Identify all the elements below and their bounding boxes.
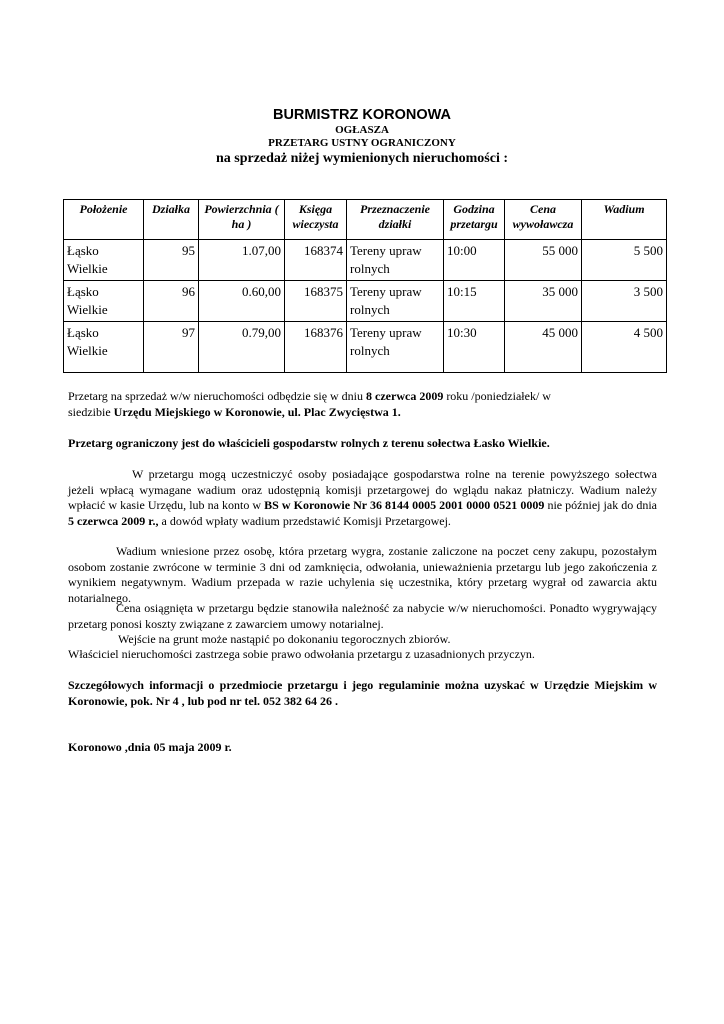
cell-plot: 97 <box>144 322 199 373</box>
col-header-area: Powierzchnia ( ha ) <box>199 200 285 240</box>
cell-purpose: Tereny upraw rolnych <box>347 322 444 373</box>
tender-type-line: PRZETARG USTNY OGRANICZONY <box>268 137 456 149</box>
cell-deposit: 4 500 <box>582 322 667 373</box>
cell-land-register: 168376 <box>285 322 347 373</box>
cell-location: Łąsko Wielkie <box>64 281 144 322</box>
cell-plot: 96 <box>144 281 199 322</box>
cell-plot: 95 <box>144 240 199 281</box>
tender-date: 8 czerwca 2009 <box>366 389 444 403</box>
col-header-hour: Godzina przetargu <box>444 200 505 240</box>
cell-hour: 10:00 <box>444 240 505 281</box>
cell-area: 1.07,00 <box>199 240 285 281</box>
cell-purpose: Tereny upraw rolnych <box>347 281 444 322</box>
table-row <box>64 322 667 373</box>
cell-area: 0.60,00 <box>199 281 285 322</box>
table-header-row <box>64 200 667 240</box>
land-access-paragraph: Wejście na grunt może nastąpić po dokonaniu tegorocznych zbiorów. <box>118 632 451 646</box>
col-header-plot: Działka <box>144 200 199 240</box>
participation-paragraph: W przetargu mogą uczestniczyć osoby posiadające gospodarstwa rolne na terenie powyższego sołectwa jeżeli wpłacą wymagane wadium oraz udostępnią komisji przetargowej do wglądu nakaz płatniczy. Wadium należy wpłacić w kasie Urzędu, lub na konto w BS w Koronowie Nr 36 8144 0005 2001 0000 0521 0009 nie później jak do dnia 5 czerwca 2009 r., a dowód wpłaty wadium przedstawić Komisji Przetargowej. <box>68 467 658 528</box>
restriction-paragraph: Przetarg ograniczony jest do właścicieli gospodarstw rolnych z terenu sołectwa Łasko Wielkie. <box>68 436 550 450</box>
information-paragraph: Szczegółowych informacji o przedmiocie przetargu i jego regulaminie można uzyskać w Urzędzie Miejskim w Koronowie, pok. Nr 4 , lub pod nr tel. 052 382 64 26 . <box>68 678 657 708</box>
deposit-paragraph: Wadium wniesione przez osobę, która przetarg wygra, zostanie zaliczone na poczet ceny zakupu, pozostałym osobom zostanie zwrócone w terminie 3 dni od zamknięcia, odwołania, unieważnienia przetargu lub jego zakończenia z wynikiem negatywnym. Wadium przepada w razie uchylenia się uczestnika, który przetarg wygrał od zawarcia aktu notarialnego. <box>68 544 657 605</box>
tender-place: Urzędu Miejskiego w Koronowie, ul. Plac Zwycięstwa 1. <box>113 404 401 419</box>
cell-deposit: 3 500 <box>582 281 667 322</box>
col-header-purpose: Przeznaczenie działki <box>347 200 444 240</box>
property-table <box>63 199 667 373</box>
cell-location: Łąsko Wielkie <box>64 322 144 373</box>
announces-line: OGŁASZA <box>335 124 389 136</box>
cell-hour: 10:15 <box>444 281 505 322</box>
cell-price: 35 000 <box>505 281 582 322</box>
cell-price: 55 000 <box>505 240 582 281</box>
tender-date-paragraph: Przetarg na sprzedaż w/w nieruchomości odbędzie się w dniu 8 czerwca 2009 roku /poniedziałek/ w siedzibie Urzędu Miejskiego w Koronowie, ul. Plac Zwycięstwa 1. <box>68 389 551 419</box>
table-row <box>64 240 667 281</box>
cell-land-register: 168374 <box>285 240 347 281</box>
bank-account: BS w Koronowie Nr 36 8144 0005 2001 0000 0521 0009 <box>264 498 545 512</box>
cell-deposit: 5 500 <box>582 240 667 281</box>
deposit-deadline: 5 czerwca 2009 r., <box>68 513 159 528</box>
subject-line: na sprzedaż niżej wymienionych nieruchomości : <box>215 151 509 166</box>
price-paragraph: Cena osiągnięta w przetargu będzie stanowiła należność za nabycie w/w nieruchomości. Ponadto wygrywający przetarg ponosi koszty związane z zawarciem umowy notarialnej. <box>68 601 657 631</box>
col-header-price: Cena wywoławcza <box>505 200 582 240</box>
table-row <box>64 281 667 322</box>
cancellation-paragraph: Właściciel nieruchomości zastrzega sobie prawo odwołania przetargu z uzasadnionych przyczyn. <box>68 647 535 661</box>
cell-area: 0.79,00 <box>199 322 285 373</box>
cell-purpose: Tereny upraw rolnych <box>347 240 444 281</box>
document-title: BURMISTRZ KORONOWA <box>272 107 451 123</box>
cell-hour: 10:30 <box>444 322 505 373</box>
cell-land-register: 168375 <box>285 281 347 322</box>
cell-price: 45 000 <box>505 322 582 373</box>
place-date-line: Koronowo ,dnia 05 maja 2009 r. <box>68 740 232 754</box>
col-header-deposit: Wadium <box>582 200 667 240</box>
col-header-location: Położenie <box>64 200 144 240</box>
cell-location: Łąsko Wielkie <box>64 240 144 281</box>
col-header-land-register: Księga wieczysta <box>285 200 347 240</box>
